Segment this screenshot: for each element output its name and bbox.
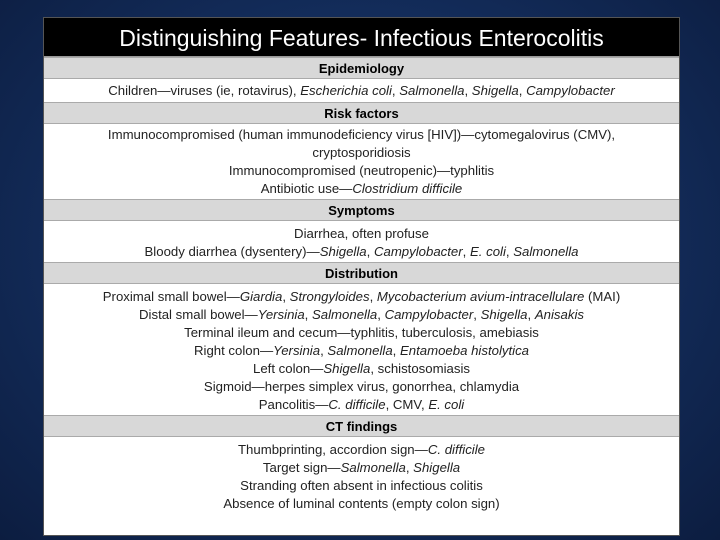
text-line: Immunocompromised (human immunodeficiency virus [HIV])—cytomegalovirus (CMV), <box>107 127 616 142</box>
text-line: Diarrhea, often profuse <box>294 226 429 241</box>
section-header-distribution: Distribution <box>44 262 679 284</box>
section-header-risk-factors: Risk factors <box>44 102 679 124</box>
section-body-ct-findings <box>44 437 679 514</box>
text-line: Terminal ileum and cecum—typhlitis, tuberculosis, amebiasis <box>184 325 539 340</box>
text-line: Antibiotic use—Clostridium difficile <box>260 181 463 196</box>
text-line: Proximal small bowel—Giardia, Strongyloides, Mycobacterium avium-intracellulare (MAI) <box>102 289 621 304</box>
section-body-risk-factors <box>44 124 679 199</box>
text-line: Distal small bowel—Yersinia, Salmonella, Campylobacter, Shigella, Anisakis <box>139 307 584 322</box>
text-line: Right colon—Yersinia, Salmonella, Entamoeba histolytica <box>193 343 530 358</box>
text-line: Bloody diarrhea (dysentery)—Shigella, Campylobacter, E. coli, Salmonella <box>144 244 579 259</box>
section-header-epidemiology: Epidemiology <box>44 57 679 79</box>
text-line: Left colon—Shigella, schistosomiasis <box>253 361 470 376</box>
section-header-ct-findings: CT findings <box>44 415 679 437</box>
text-line: Stranding often absent in infectious colitis <box>240 478 483 493</box>
text-line: Children—viruses (ie, rotavirus), Escherichia coli, Salmonella, Shigella, Campylobacter <box>108 83 615 98</box>
text-line: Pancolitis—C. difficile, CMV, E. coli <box>258 397 465 412</box>
text-line: Absence of luminal contents (empty colon sign) <box>223 496 500 511</box>
text-line: Target sign—Salmonella, Shigella <box>262 460 461 475</box>
text-line: Immunocompromised (neutropenic)—typhlitis <box>228 163 495 178</box>
features-table <box>43 17 680 536</box>
text-line: Thumbprinting, accordion sign—C. difficile <box>237 442 486 457</box>
table-title: Distinguishing Features- Infectious Enterocolitis <box>44 18 679 57</box>
section-body-epidemiology <box>44 79 679 102</box>
section-header-symptoms: Symptoms <box>44 199 679 221</box>
text-line: cryptosporidiosis <box>312 145 411 160</box>
section-body-distribution <box>44 284 679 415</box>
section-body-symptoms <box>44 221 679 262</box>
text-line: Sigmoid—herpes simplex virus, gonorrhea, chlamydia <box>203 379 520 394</box>
